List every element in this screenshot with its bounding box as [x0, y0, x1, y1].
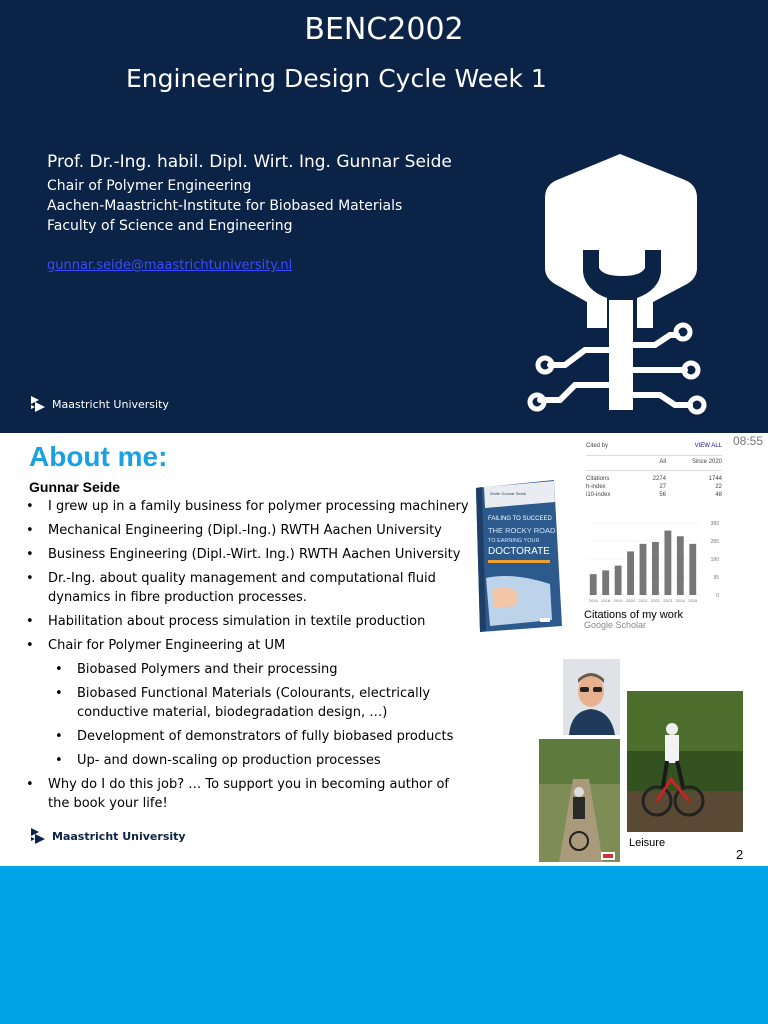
portrait-photo — [563, 659, 620, 735]
book-title-line: TO EARNING YOUR — [488, 538, 540, 544]
list-item: • Business Engineering (Dipl.-Wirt. Ing.) RWTH Aachen University — [22, 545, 472, 564]
university-logo — [30, 827, 186, 845]
bio-list — [22, 497, 472, 818]
x-tick-label: 2021 — [638, 598, 648, 603]
sub-list-item: • Biobased Functional Materials (Colourants, electrically conductive material, biodegradation design, …) — [22, 684, 472, 722]
metric-since: 22 — [715, 484, 722, 490]
slide-heading: About me: — [29, 441, 168, 472]
citation-bar — [652, 542, 659, 595]
citation-bar — [590, 574, 597, 595]
citation-bar — [602, 570, 609, 595]
x-tick-label: 2016 — [588, 598, 598, 603]
university-logo-icon — [30, 395, 46, 413]
citation-bar — [664, 531, 671, 595]
book-title-line: DOCTORATE — [488, 546, 550, 557]
x-tick-label: 2022 — [650, 598, 660, 603]
y-tick-label: 285 — [710, 539, 719, 545]
citation-bar — [689, 544, 696, 595]
sub-list-item: • Biobased Polymers and their processing — [22, 660, 472, 679]
y-tick-label: 190 — [710, 557, 719, 563]
citation-bar — [677, 536, 684, 595]
sub-list-item: • Development of demonstrators of fully biobased products — [22, 727, 472, 746]
course-title: BENC2002 — [304, 12, 464, 47]
scholar-citations-widget — [583, 439, 728, 629]
list-item: • Habilitation about process simulation in textile production — [22, 612, 472, 631]
metric-all: 56 — [659, 492, 666, 498]
book-title-line: THE ROCKY ROAD — [488, 526, 556, 535]
university-logo-text: Maastricht University — [52, 829, 186, 843]
citation-bar — [627, 551, 634, 595]
wrench-circuit-emblem-icon — [525, 150, 725, 420]
x-tick-label: 2023 — [663, 598, 673, 603]
university-logo-icon — [30, 827, 46, 845]
list-item: • Dr.-Ing. about quality management and computational fluid dynamics in fibre production processes. — [22, 569, 472, 607]
cited-by-label: Cited by — [586, 443, 609, 449]
y-tick-label: 380 — [710, 521, 719, 527]
book-authors: Wolfe Gunnar Seide — [490, 491, 526, 496]
cycling-race-photo — [539, 739, 620, 862]
leisure-caption: Leisure — [629, 837, 666, 849]
google-scholar-logo: Google Scholar — [584, 620, 647, 630]
list-item: • Why do I do this job? … To support you in becoming author of the book your life! — [22, 775, 472, 813]
metric-since: 48 — [715, 492, 722, 498]
metric-label: Citations — [586, 476, 610, 482]
col-all: All — [659, 459, 666, 465]
page-number: 2 — [736, 847, 744, 862]
person-name: Gunnar Seide — [29, 479, 121, 495]
list-item: • I grew up in a family business for polymer processing machinery — [22, 497, 472, 516]
course-subtitle: Engineering Design Cycle Week 1 — [126, 64, 547, 93]
list-item: • Chair for Polymer Engineering at UM — [22, 636, 472, 655]
university-logo — [30, 395, 169, 413]
book-tagline: FAILING TO SUCCEED — [488, 516, 552, 522]
scholar-caption: Citations of my work — [584, 609, 684, 621]
x-tick-label: 2024 — [675, 598, 685, 603]
citations-bar-chart — [583, 517, 728, 609]
citation-bar — [615, 566, 622, 595]
presenter-name: Prof. Dr.-Ing. habil. Dipl. Wirt. Ing. Gunnar Seide — [47, 152, 452, 172]
citation-bar — [640, 544, 647, 595]
affiliation-line: Faculty of Science and Engineering — [47, 218, 293, 234]
x-tick-label: 2018 — [601, 598, 611, 603]
about-me-slide — [0, 433, 768, 866]
y-tick-label: 95 — [713, 575, 719, 581]
x-tick-label: 2019 — [613, 598, 623, 603]
x-tick-label: 2020 — [626, 598, 636, 603]
col-since: Since 2020 — [691, 459, 722, 465]
y-tick-label: 0 — [716, 593, 719, 599]
list-item: • Mechanical Engineering (Dipl.-Ing.) RWTH Aachen University — [22, 521, 472, 540]
metric-since: 1744 — [708, 476, 722, 482]
mountain-bike-photo — [627, 691, 743, 832]
title-slide — [0, 0, 768, 433]
sub-list-item: • Up- and down-scaling op production processes — [22, 751, 472, 770]
metric-label: i10-index — [586, 492, 611, 498]
book-cover — [472, 480, 562, 632]
affiliation-line: Chair of Polymer Engineering — [47, 178, 252, 194]
email-link[interactable]: gunnar.seide@maastrichtuniversity.nl — [47, 258, 293, 273]
metric-all: 2274 — [652, 476, 666, 482]
university-logo-text: Maastricht University — [52, 397, 169, 411]
view-all-link[interactable]: VIEW ALL — [694, 443, 722, 449]
timestamp: 08:55 — [733, 434, 764, 448]
metric-label: h-index — [586, 484, 606, 490]
affiliation-line: Aachen-Maastricht-Institute for Biobased Materials — [47, 198, 403, 214]
x-tick-label: 2025 — [688, 598, 698, 603]
metric-all: 27 — [659, 484, 666, 490]
